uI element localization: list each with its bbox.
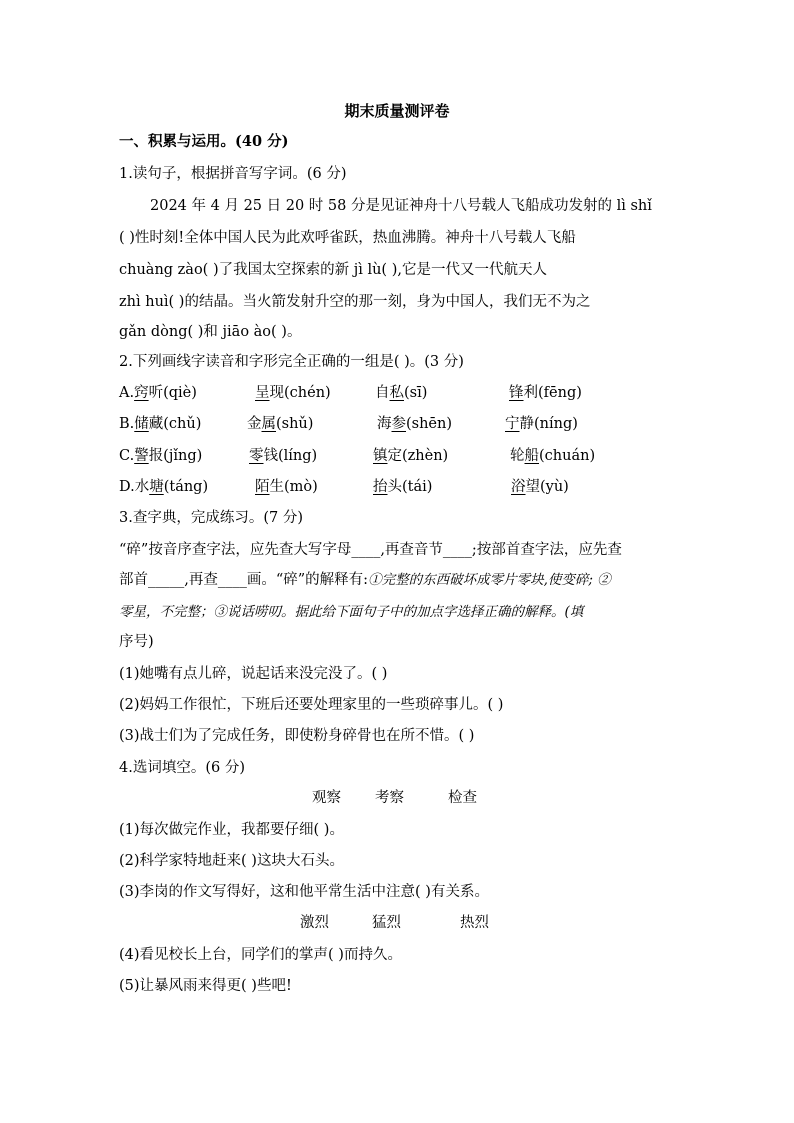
option-item: 零钱(líng) xyxy=(249,448,318,464)
exam-title: 期末质量测评卷 xyxy=(344,102,450,120)
question-3-item: (3)战士们为了完成任务，即使粉身碎骨也在所不惜。( ) xyxy=(119,728,475,744)
option-item: C.警报(jǐng) xyxy=(119,448,203,464)
question-1-line: ( )性时刻!全体中国人民为此欢呼雀跃，热血沸腾。神舟十八号载人飞船 xyxy=(119,230,576,246)
option-row-c xyxy=(119,446,679,466)
question-3-stem: 3.查字典，完成练习。(7 分) xyxy=(119,510,303,526)
word-choice: 观察 xyxy=(312,790,341,806)
option-item: 自私(sī) xyxy=(375,385,428,401)
word-choice: 检查 xyxy=(448,790,477,806)
question-4-item: (5)让暴风雨来得更( )些吧! xyxy=(119,978,292,994)
question-4-item: (3)李岗的作文写得好，这和他平常生活中注意( )有关系。 xyxy=(119,884,489,900)
option-item: 宁静(níng) xyxy=(505,416,578,432)
question-3-line: 部首_____,再查____画。“碎”的解释有:①完整的东西破坏成零片零块,使变碎; ② xyxy=(119,572,611,588)
question-1-line: 2024 年 4 月 25 日 20 时 58 分是见证神舟十八号载人飞船成功发射的 lì shǐ xyxy=(150,198,652,214)
option-item: 呈现(chén) xyxy=(255,385,331,401)
word-choice: 热烈 xyxy=(460,915,489,931)
word-bank-2 xyxy=(0,913,794,933)
question-2-stem: 2.下列画线字读音和字形完全正确的一组是( )。(3 分) xyxy=(119,354,464,370)
word-choice: 考察 xyxy=(375,790,404,806)
word-choice: 激烈 xyxy=(300,915,329,931)
option-item: 轮船(chuán) xyxy=(510,448,596,464)
option-item: 陌生(mò) xyxy=(255,479,318,495)
question-4-item: (1)每次做完作业，我都要仔细( )。 xyxy=(119,822,344,838)
question-1-line: chuàng zào( )了我国太空探索的新 jì lù( ),它是一代又一代航天人 xyxy=(119,262,547,278)
option-item: 抬头(tái) xyxy=(373,479,433,495)
question-3-item: (1)她嘴有点儿碎，说起话来没完没了。( ) xyxy=(119,666,388,682)
option-item: 锋利(fēng) xyxy=(509,385,582,401)
question-3-line: 序号) xyxy=(119,634,154,650)
option-item: 海参(shēn) xyxy=(377,416,453,432)
question-3-line: “碎”按音序查字法，应先查大写字母____,再查音节____;按部首查字法，应先查 xyxy=(119,542,622,558)
question-1-line: zhì huì( )的结晶。当火箭发射升空的那一刻，身为中国人，我们无不为之 xyxy=(119,294,591,310)
word-choice: 猛烈 xyxy=(372,915,401,931)
option-row-b xyxy=(119,414,679,434)
option-item: 浴望(yù) xyxy=(511,479,569,495)
option-row-a xyxy=(119,383,679,403)
option-item: B.储藏(chǔ) xyxy=(119,416,202,432)
question-1-stem: 1.读句子，根据拼音写字词。(6 分) xyxy=(119,166,347,182)
word-bank-1 xyxy=(0,788,794,808)
question-3-line: 零星，不完整；③说话唠叨。据此给下面句子中的加点字选择正确的解释。(填 xyxy=(119,604,584,620)
option-item: D.水塘(táng) xyxy=(119,479,209,495)
option-item: A.窍听(qiè) xyxy=(119,385,197,401)
option-row-d xyxy=(119,477,679,497)
question-4-item: (2)科学家特地赶来( )这块大石头。 xyxy=(119,853,344,869)
question-3-item: (2)妈妈工作很忙，下班后还要处理家里的一些琐碎事儿。( ) xyxy=(119,697,504,713)
option-item: 镇定(zhèn) xyxy=(373,448,449,464)
section-heading: 一、积累与运用。(40 分) xyxy=(119,133,289,150)
question-1-line: gǎn dòng( )和 jiāo ào( )。 xyxy=(119,324,302,340)
question-4-item: (4)看见校长上台，同学们的掌声( )而持久。 xyxy=(119,947,402,963)
question-4-stem: 4.选词填空。(6 分) xyxy=(119,760,245,776)
option-item: 金属(shǔ) xyxy=(247,416,314,432)
